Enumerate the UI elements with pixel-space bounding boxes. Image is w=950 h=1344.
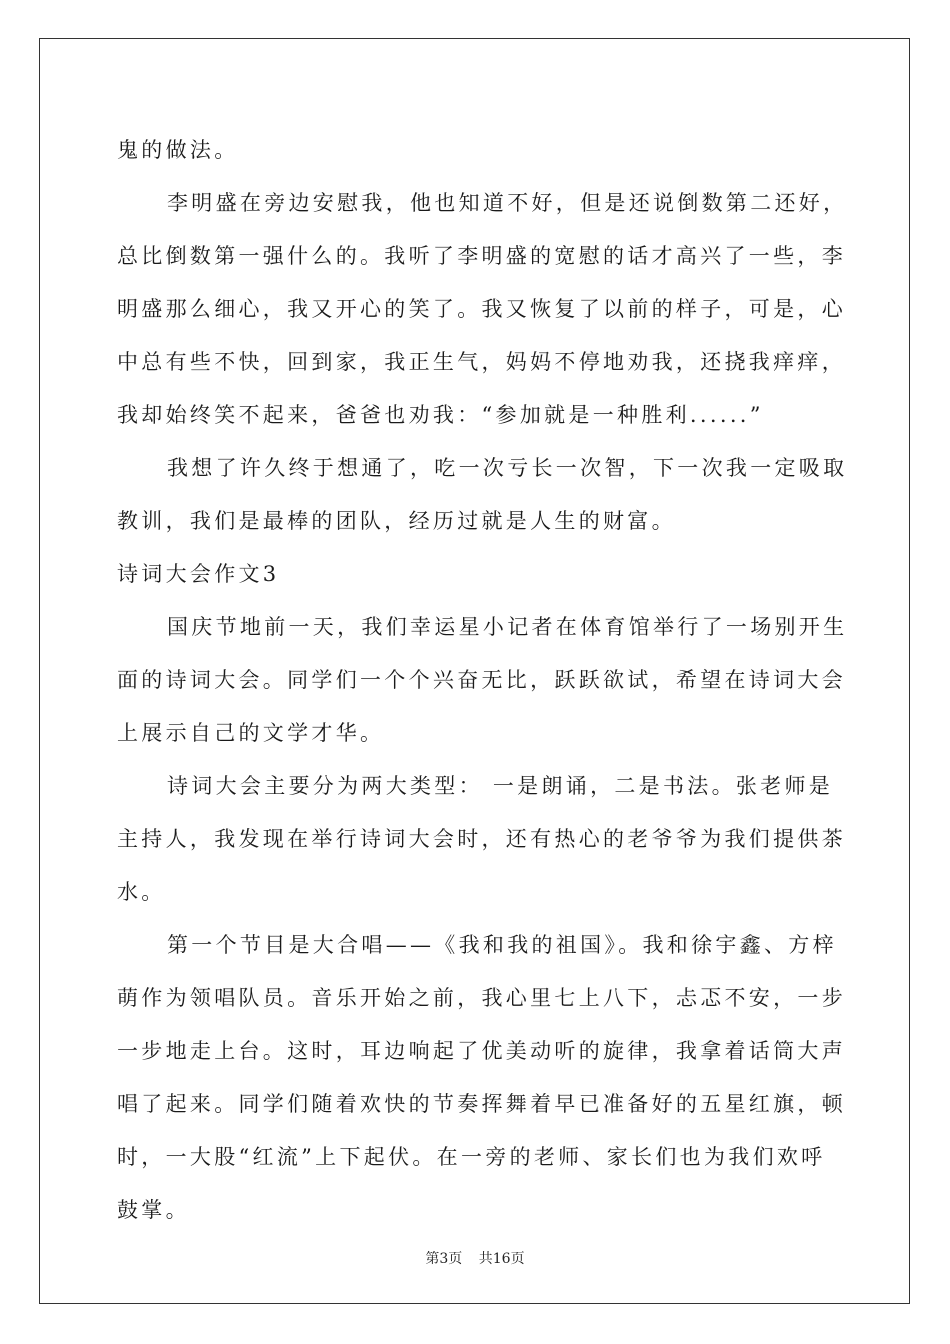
text-line: 李明盛在旁边安慰我，他也知道不好，但是还说倒数第二还好，	[167, 191, 848, 215]
text-line: 总比倒数第一强什么的。我听了李明盛的宽慰的话才高兴了一些，李	[117, 244, 846, 268]
text-line: 明盛那么细心，我又开心的笑了。我又恢复了以前的样子，可是，心	[117, 297, 846, 321]
text-line: 面的诗词大会。同学们一个个兴奋无比，跃跃欲试，希望在诗词大会	[117, 668, 846, 692]
page-total: 共16页	[478, 1251, 525, 1267]
page-footer	[0, 1248, 950, 1268]
text-line: 诗词大会作文3	[117, 562, 280, 586]
text-line: 教训，我们是最棒的团队，经历过就是人生的财富。	[117, 509, 676, 533]
text-line: 我却始终笑不起来，爸爸也劝我：“参加就是一种胜利......”	[117, 403, 764, 427]
text-line: 一步地走上台。这时，耳边响起了优美动听的旋律，我拿着话筒大声	[117, 1039, 846, 1063]
text-line: 国庆节地前一天，我们幸运星小记者在体育馆举行了一场别开生	[167, 615, 848, 639]
text-line: 主持人，我发现在举行诗词大会时，还有热心的老爷爷为我们提供茶	[117, 827, 846, 851]
text-line: 鼓掌。	[117, 1198, 190, 1222]
page-number: 第3页	[425, 1251, 463, 1267]
text-line: 上展示自己的文学才华。	[117, 721, 385, 745]
text-line: 诗词大会主要分为两大类型： 一是朗诵，二是书法。张老师是	[167, 774, 834, 798]
text-line: 水。	[117, 880, 166, 904]
text-line: 时，一大股“红流”上下起伏。在一旁的老师、家长们也为我们欢呼	[117, 1145, 826, 1169]
text-line: 我想了许久终于想通了，吃一次亏长一次智，下一次我一定吸取	[167, 456, 848, 480]
text-line: 鬼的做法。	[117, 138, 239, 162]
text-line: 中总有些不快，回到家，我正生气，妈妈不停地劝我，还挠我痒痒，	[117, 350, 846, 374]
text-line: 唱了起来。同学们随着欢快的节奏挥舞着早已准备好的五星红旗，顿	[117, 1092, 846, 1116]
text-line: 萌作为领唱队员。音乐开始之前，我心里七上八下，忐忑不安，一步	[117, 986, 846, 1010]
document-body	[117, 124, 848, 1237]
text-line: 第一个节目是大合唱——《我和我的祖国》。我和徐宇鑫、方梓	[167, 933, 837, 957]
